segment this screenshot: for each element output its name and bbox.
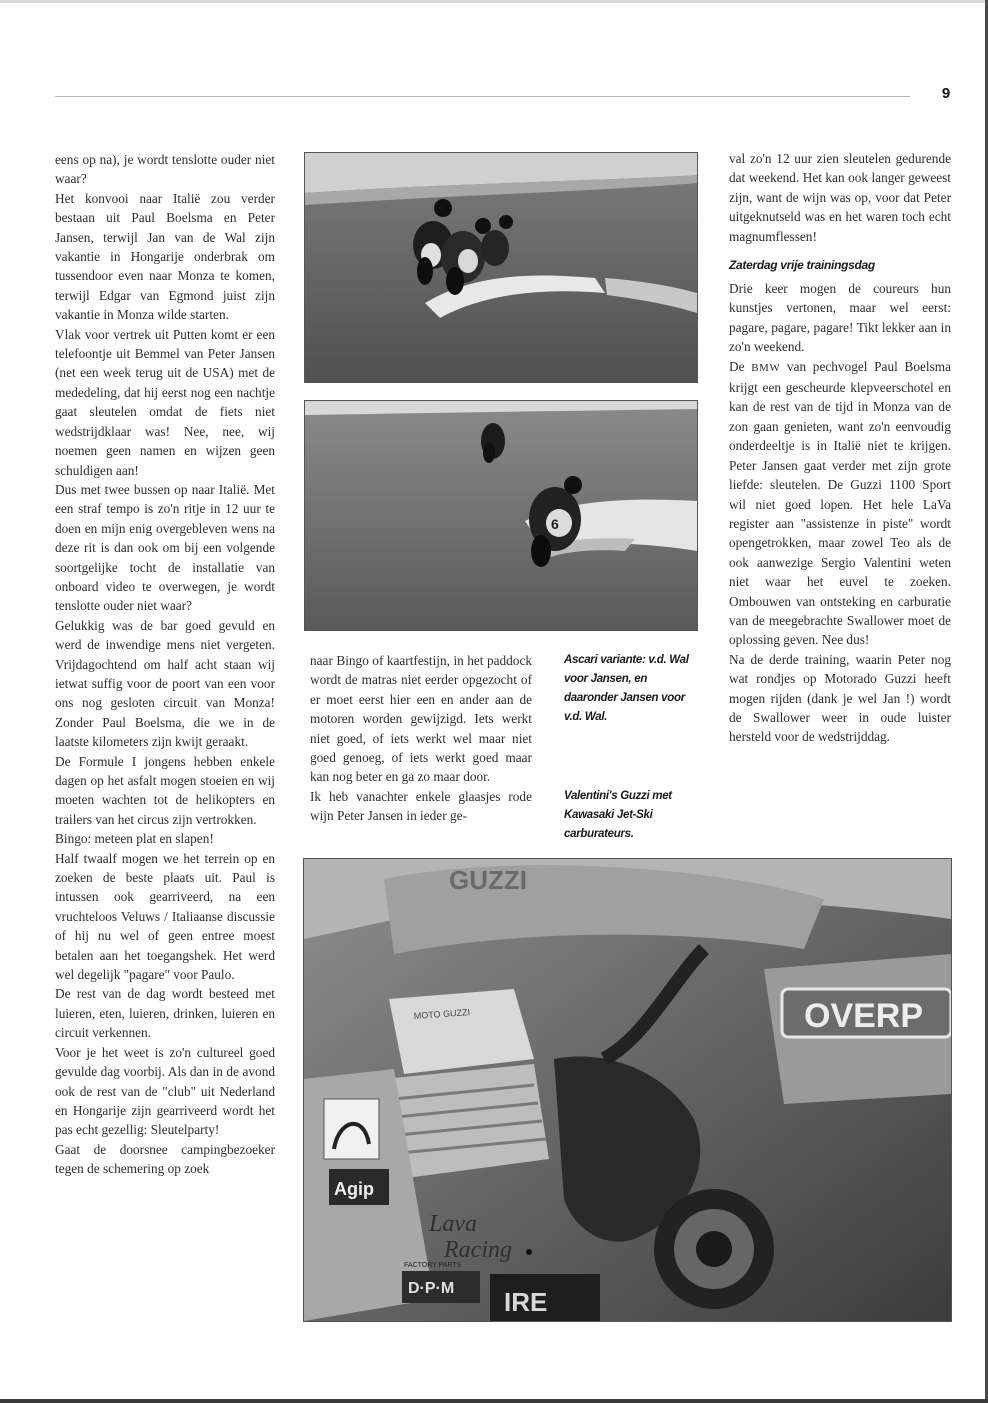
rider-number-label: 6	[551, 516, 559, 532]
paragraph: Gaat de doorsnee campingbezoeker tegen de schemering op zoek	[55, 1141, 275, 1177]
paragraph: Gelukkig was de bar goed gevuld en werd de inwendige mens niet vergeten. Vrijdagochtend om half acht staan wij ietwat suffig voor de poort van een voor ons nog gesloten circuit van Monza! Zonder Paul Boelsma, die we in de laatste kilometers zijn kwijt geraakt.	[55, 617, 275, 750]
sponsor-pirelli: IRE	[504, 1287, 548, 1317]
sponsor-agip: Agip	[334, 1179, 374, 1199]
photo-caption-guzzi: Valentini's Guzzi met Kawasaki Jet-Ski carburateurs.	[564, 790, 672, 840]
paragraph: eens op na), je wordt tenslotte ouder niet waar?	[55, 152, 275, 187]
photo-caption-ascari: Ascari variante: v.d. Wal voor Jansen, en daaronder Jansen voor v.d. Wal.	[564, 654, 689, 723]
paragraph: Na de derde training, waarin Peter nog wat rondjes op Motorado Guzzi heeft mogen rijden (dank je wel Jan !) wordt de Swallower weer in oude luister hersteld voor de wedstrijddag.	[729, 651, 951, 745]
paragraph: Bingo: meteen plat en slapen!	[55, 831, 214, 847]
paragraph: naar Bingo of kaartfestijn, in het paddock wordt de matras niet eerder opgezocht of er moet eerst hier een en ander aan de motoren worden gewijzigd. Iets werkt niet goed, of iets werkt wel maar niet goed genoeg, of iets werkt goed maar kan nog beter en ga zo maar door.	[310, 653, 532, 785]
header-rule	[55, 96, 910, 97]
article-column-4	[729, 149, 951, 747]
paragraph: Voor je het weet is zo'n cultureel goed gevulde dag voorbij. Als dan in de avond ook de rest van de "club" uit Nederland en Hongarije zijn gearriveerd wordt het pas echt gezellig: Sleutelparty!	[55, 1044, 275, 1138]
article-column-1	[55, 150, 275, 1179]
paragraph: Half twaalf mogen we het terrein op en zoeken de beste plaats uit. Paul is intussen ook gearriveerd, na een vruchteloos Veluws / Italiaanse discussie of hij nu wel of geen entree moest betalen aan het toegangshek. Het werd wel degelijk "pagare" voor Paulo.	[55, 850, 275, 983]
text-run: van pechvogel Paul Boelsma krijgt een gescheurde klepveerschotel en kan de rest van de tijd in Monza van de zon gaan genieten, want zo'n eenvoudig onderdeeltje is in Italië niet te krijgen. Peter Jansen gaat verder met zijn grote liefde: sleutelen. De Guzzi 1100 Sport wil niet goed lopen. Het hele LaVa register aan "assistenze in piste" wordt opengetrokken, maar zowel Teo als de ook aanwezige Sergio Valentini weten niet waar het euvel te zoeken. Ombouwen van ontsteking en carburatie van de meegebrachte Swallower moet de oplossing geven. Nee dus!	[729, 358, 952, 648]
fairing-brand-label: OVERP	[804, 997, 924, 1035]
sponsor-racing: Racing	[444, 1237, 512, 1263]
tank-sticker-label: MOTO GUZZI	[413, 1007, 471, 1021]
paragraph: Drie keer mogen de coureurs hun kunstjes vertonen, maar wel eerst: pagare, pagare, pagare! Tikt lekker aan in zo'n weekend.	[729, 281, 951, 355]
paragraph	[729, 357, 951, 650]
sponsor-lava: Lava	[429, 1211, 477, 1237]
photo-ascari-variante-top	[304, 152, 698, 383]
section-subheading: Zaterdag vrije trainingsdag	[729, 258, 875, 273]
scan-edge-bottom	[0, 1399, 988, 1403]
page-number: 9	[941, 85, 951, 102]
tank-brand-label: GUZZI	[449, 865, 527, 895]
photo-ascari-variante-bottom	[304, 400, 698, 631]
scan-edge-top	[0, 0, 988, 3]
paragraph: val zo'n 12 uur zien sleutelen gedurende dat weekend. Het kan ook langer geweest zijn, want de wijn was op, voor dat Peter uitgeknutseld was en het waren toch echt magnumflessen!	[729, 151, 951, 244]
sponsor-dpm: D·P·M	[408, 1280, 455, 1297]
photo-guzzi-engine	[303, 858, 952, 1322]
paragraph: De rest van de dag wordt besteed met luieren, eten, luieren, drinken, luieren en circuit verkennen.	[55, 986, 275, 1041]
race-photo-2	[305, 401, 697, 630]
paragraph: Vlak voor vertrek uit Putten komt er een telefoontje uit Bemmel van Peter Jansen (net een week terug uit de USA) met de mededeling, dat hij eerst nog een nachtje gaat sleutelen omdat de fiets niet wedstrijdklaar was! Nee, nee, wij noemen geen namen en wijzen geen schuldigen aan!	[55, 326, 275, 478]
paragraph: Dus met twee bussen op naar Italië. Met een straf tempo is zo'n ritje in 12 uur te doen en mijn enig overgebleven wens na deze rit is dan ook om bij een volgende soortgelijke tocht de installatie van onboard video te overwegen, je wordt tenslotte ouder niet waar?	[55, 481, 275, 614]
paragraph: Het konvooi naar Italië zou verder bestaan uit Paul Boelsma en Peter Jansen, terwijl Jan van de Wal zijn vakantie in Hongarije onderbrak om tussendoor even naar Monza te komen, terwijl Edgar van Egmond juist zijn vakantie in Monza wilde starten.	[55, 190, 275, 323]
article-column-2	[310, 651, 532, 826]
paragraph: De Formule I jongens hebben enkele dagen op het asfalt mogen stoeien en wij moeten wachten tot de helikopters en trailers van het circus zijn vertrokken.	[55, 753, 275, 827]
engine-photo	[304, 859, 951, 1321]
sponsor-factory-parts: FACTORY PARTS	[404, 1262, 462, 1269]
abbreviation-bmw: BMW	[751, 361, 781, 374]
race-photo-1	[305, 153, 697, 382]
paragraph: Ik heb vanachter enkele glaasjes rode wijn Peter Jansen in ieder ge-	[310, 788, 532, 824]
text-run: De	[729, 358, 745, 374]
